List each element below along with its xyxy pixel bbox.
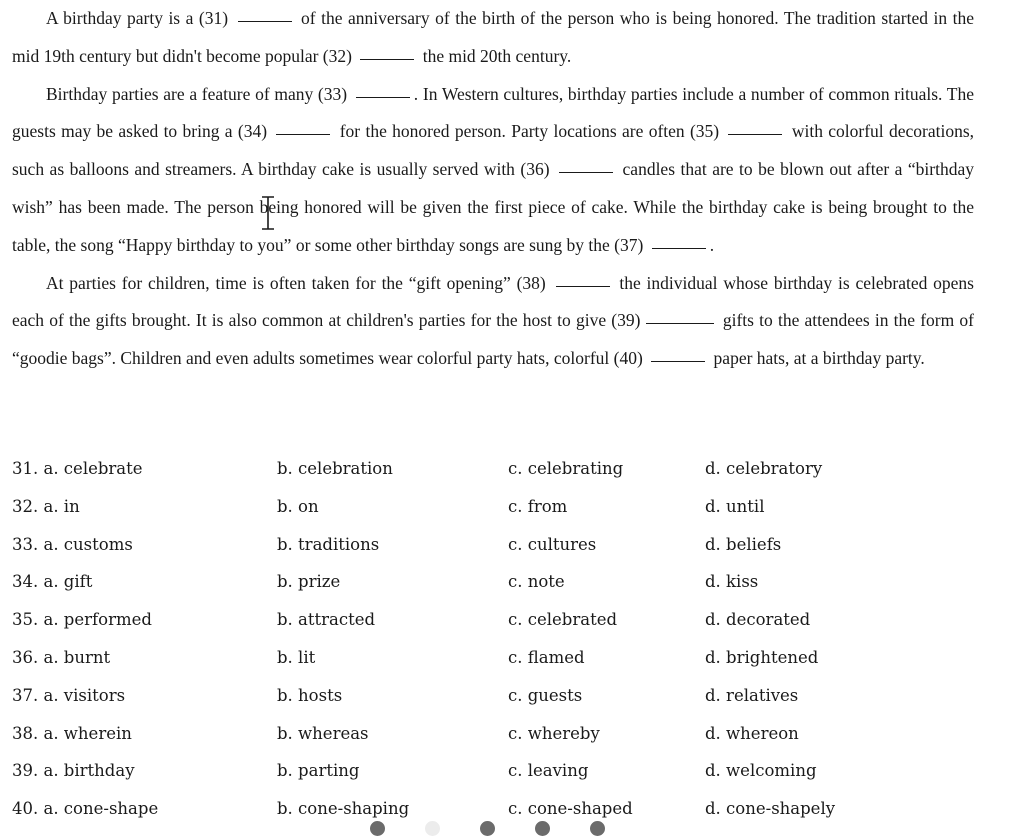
option-a[interactable]: 32. a. in — [12, 496, 80, 516]
option-d[interactable]: d. celebratory — [705, 459, 823, 478]
option-a[interactable]: 40. a. cone-shape — [12, 799, 159, 819]
passage-text: the mid 20th century. — [422, 45, 572, 66]
blank-38 — [556, 285, 610, 287]
passage-text: . — [709, 234, 715, 255]
page-dot-2[interactable] — [425, 821, 440, 836]
option-c[interactable]: c. celebrating — [508, 459, 624, 478]
page-dot-3[interactable] — [480, 821, 495, 836]
option-c[interactable]: c. from — [508, 496, 568, 516]
option-c[interactable]: c. leaving — [508, 761, 589, 781]
option-d[interactable]: d. until — [705, 496, 765, 516]
option-a[interactable]: 38. a. wherein — [12, 723, 132, 743]
blank-40 — [651, 360, 705, 362]
passage-text: of the anniversary of the birth of the person who is being honored. The tradition started in the mid 19th century but didn't become popular (32) — [12, 8, 974, 66]
option-a[interactable]: 37. a. visitors — [12, 685, 126, 705]
passage-text: with colorful decorations, such as balloons and streamers. A birthday cake is usually served with (36) — [12, 121, 975, 180]
option-c[interactable]: c. flamed — [508, 647, 585, 667]
option-a[interactable]: 39. a. birthday — [12, 761, 135, 781]
option-d[interactable]: d. beliefs — [705, 534, 782, 554]
blank-39 — [646, 322, 714, 324]
blank-31 — [238, 20, 292, 22]
blank-34 — [276, 133, 330, 135]
question-row-34 — [12, 563, 1012, 601]
question-row-38 — [12, 715, 1012, 753]
option-d[interactable]: d. kiss — [705, 572, 759, 592]
option-a[interactable]: 36. a. burnt — [12, 647, 111, 667]
passage-text: for the honored person. Party locations are often (35) — [339, 121, 720, 142]
question-row-32 — [12, 488, 1012, 526]
option-c[interactable]: c. guests — [508, 685, 583, 705]
option-b[interactable]: b. attracted — [277, 610, 376, 630]
option-d[interactable]: d. welcoming — [705, 761, 817, 781]
option-c[interactable]: c. cone-shaped — [508, 799, 633, 819]
option-b[interactable]: b. lit — [277, 647, 316, 667]
option-d[interactable]: d. brightened — [705, 647, 819, 667]
blank-33 — [356, 96, 410, 98]
question-row-35 — [12, 601, 1012, 639]
page-dot-5[interactable] — [590, 821, 605, 836]
blank-32 — [360, 58, 414, 60]
question-row-39 — [12, 752, 1012, 790]
page-dot-4[interactable] — [535, 821, 550, 836]
passage-text: At parties for children, time is often taken for the “gift opening” (38) — [46, 272, 546, 293]
question-row-31 — [12, 450, 1012, 488]
passage-text: candles that are to be blown out after a “birthday wish” has been made. The person being honored will be given the first piece of cake. While the birthday cake is being brought to the table, the song “Happy birthday to you” or some other birthday songs are sung by the (37) — [12, 159, 975, 255]
option-d[interactable]: d. cone-shapely — [705, 799, 836, 819]
option-a[interactable]: 35. a. performed — [12, 610, 152, 630]
passage-text: gifts to the attendees in the form of “goodie bags”. Children and even adults sometimes wear colorful party hats, colorful (40) — [12, 310, 975, 369]
passage-paragraph-1 — [12, 0, 974, 76]
passage-paragraph-3 — [12, 265, 974, 378]
option-a[interactable]: 33. a. customs — [12, 534, 133, 554]
option-b[interactable]: b. prize — [277, 572, 341, 592]
option-c[interactable]: c. celebrated — [508, 610, 618, 630]
blank-36 — [559, 171, 613, 173]
option-d[interactable]: d. decorated — [705, 610, 811, 630]
text-cursor-icon — [259, 196, 277, 230]
question-row-36 — [12, 639, 1012, 677]
option-c[interactable]: c. whereby — [508, 723, 600, 743]
option-a[interactable]: 34. a. gift — [12, 572, 93, 592]
question-row-37 — [12, 677, 1012, 715]
option-d[interactable]: d. relatives — [705, 685, 799, 705]
passage-text: the individual whose birthday is celebrated opens each of the gifts brought. It is also common at children's parties for the host to give (39) — [12, 272, 974, 331]
option-b[interactable]: b. traditions — [277, 534, 380, 554]
option-b[interactable]: b. parting — [277, 761, 360, 781]
page-dot-1[interactable] — [370, 821, 385, 836]
passage-text: . In Western cultures, birthday parties include a number of common rituals. The guests may be asked to bring a (34) — [12, 83, 975, 142]
answer-options — [12, 450, 1012, 828]
option-b[interactable]: b. hosts — [277, 685, 343, 705]
option-c[interactable]: c. cultures — [508, 534, 597, 554]
option-d[interactable]: d. whereon — [705, 723, 799, 743]
option-b[interactable]: b. on — [277, 496, 319, 516]
blank-35 — [728, 133, 782, 135]
page-indicator — [0, 821, 1024, 840]
passage-text: Birthday parties are a feature of many (33) — [46, 83, 348, 104]
question-row-33 — [12, 526, 1012, 564]
passage-text: paper hats, at a birthday party. — [713, 348, 925, 369]
passage-paragraph-2 — [12, 76, 974, 265]
option-a[interactable]: 31. a. celebrate — [12, 459, 143, 478]
option-c[interactable]: c. note — [508, 572, 565, 592]
blank-37 — [652, 247, 706, 249]
passage-text: A birthday party is a (31) — [46, 8, 229, 28]
option-b[interactable]: b. whereas — [277, 723, 369, 743]
reading-passage — [12, 0, 974, 378]
option-b[interactable]: b. celebration — [277, 459, 393, 478]
option-b[interactable]: b. cone-shaping — [277, 799, 410, 819]
